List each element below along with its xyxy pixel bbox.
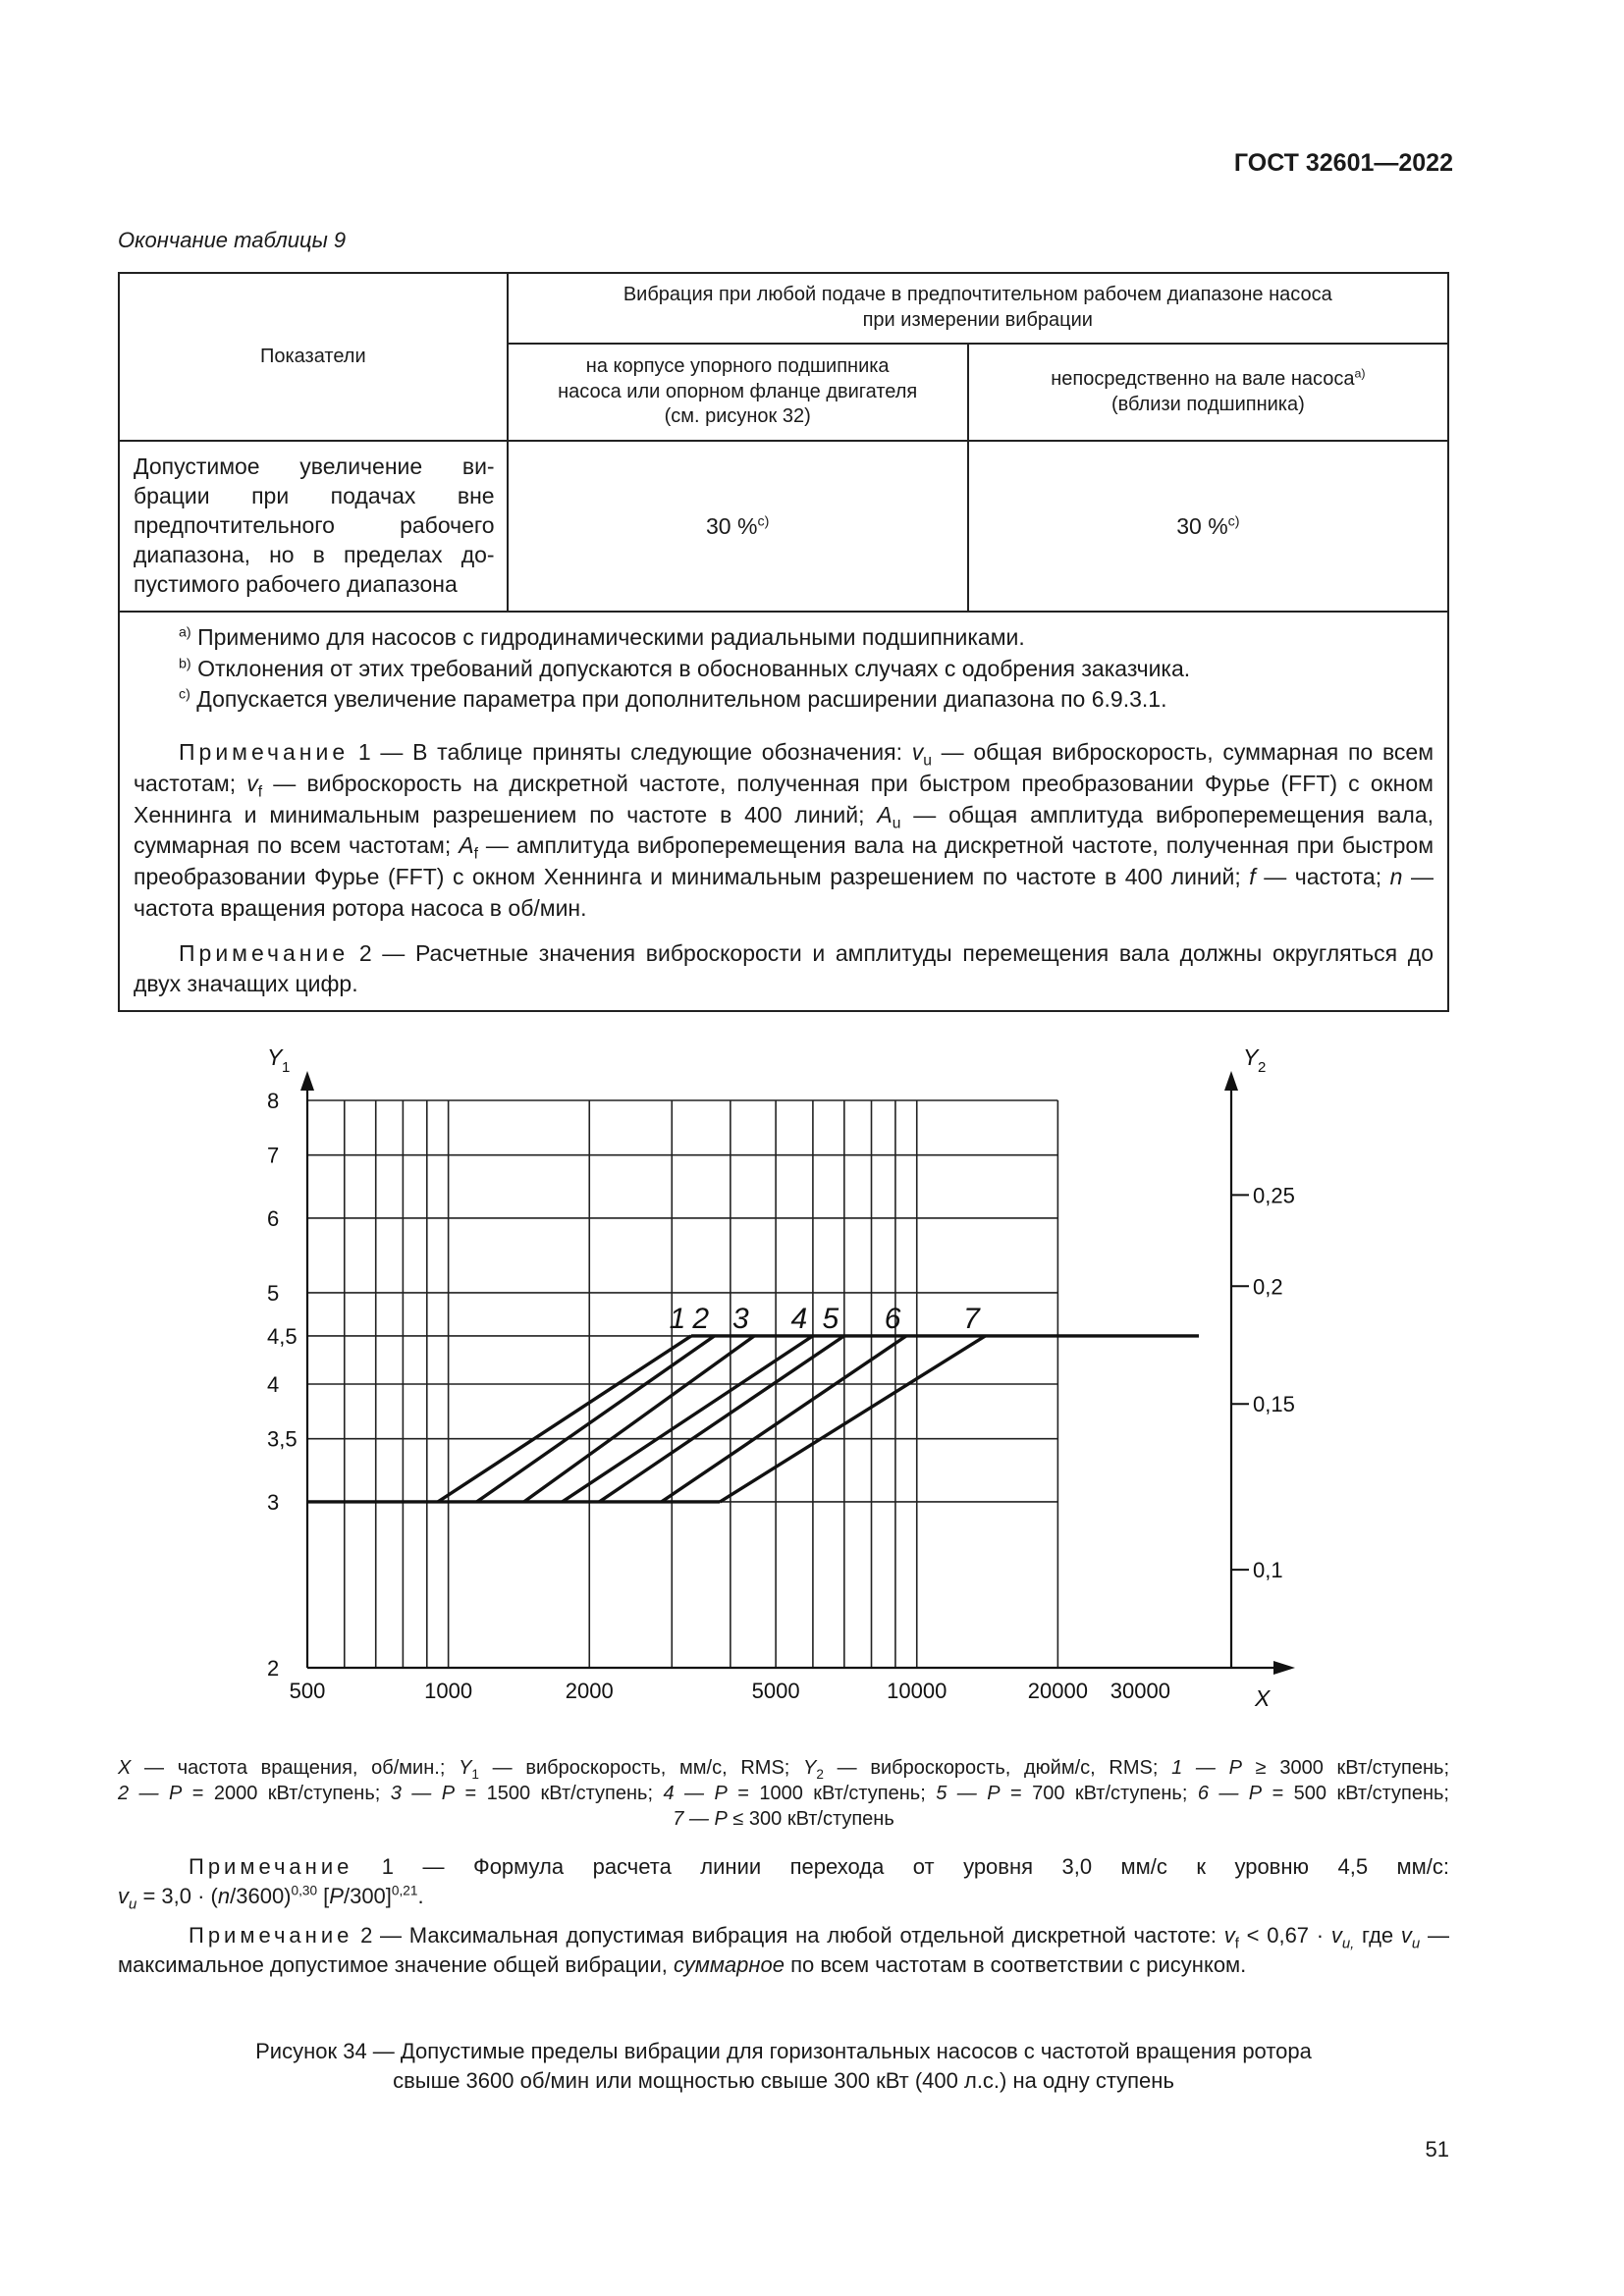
- table-9: [118, 272, 1449, 1012]
- y1-tick-label: 8: [267, 1089, 280, 1113]
- y2-axis-label: Y: [1243, 1044, 1259, 1070]
- figure-caption: Рисунок 34 — Допустимые пределы вибрации для горизонтальных насосов с частотой вращения ротора свыше 3600 об/мин или мощностью свыше 300 кВт (400 л.с.) на одну ступень: [255, 2039, 1312, 2094]
- series-line-2: [477, 1336, 715, 1502]
- footnote-a: $^{a)}$ Применимо для насосов с гидродинамическими радиальными подшипниками.: [179, 624, 1025, 650]
- y1-tick-label: 2: [267, 1656, 280, 1681]
- x-axis-arrow: [1273, 1661, 1295, 1675]
- row-value-housing: 30 %$^{c)}$: [508, 441, 968, 612]
- series-line-1: [438, 1336, 691, 1502]
- figure-legend: X — частота вращения, об/мин.; $Y_1$ — виброскорость, мм/с, RMS; $Y_2$ — виброскорость, дюйм/с, RMS; 1 — P ≥ 3000 кВт/ступень; 2 — P = 2000 кВт/ступень; 3 — P = 1500 кВт/ступень; 4 — P = 1000 кВт/ступень; 5 — P = 700 кВт/ступень; 6 — P = 500 кВт/ступень; 7 — P ≤ 300 кВт/ступень: [118, 1757, 1450, 1830]
- series-label-2: 2: [692, 1302, 710, 1335]
- series-label-4: 4: [790, 1302, 808, 1335]
- row-label: Допустимое увеличение ви- брации при подачах вне предпочтительного рабочего диапазона, но в пределах до- пустимого рабочего диапазона: [119, 441, 508, 612]
- table-footnotes: [119, 612, 1448, 1011]
- y1-axis-label: Y: [267, 1044, 283, 1070]
- header-bearing-housing: на корпусе упорного подшипника насоса или опорном фланце двигателя (см. рисунок 32): [508, 344, 968, 441]
- x-tick-label: 30000: [1110, 1679, 1170, 1703]
- y1-tick-label: 6: [267, 1205, 280, 1231]
- y1-axis-arrow: [300, 1071, 314, 1091]
- x-tick-label: 2000: [565, 1679, 614, 1703]
- x-axis-label: X: [1255, 1685, 1271, 1711]
- header-indicators: Показатели: [119, 273, 508, 441]
- table-note-2: Примечание 2 — Расчетные значения виброскорости и амплитуды перемещения вала должны округляться до двух значащих цифр.: [134, 939, 1434, 997]
- y1-tick-label: 5: [267, 1280, 280, 1306]
- x-tick-label: 500: [289, 1679, 326, 1703]
- page-number: 51: [1425, 2137, 1449, 2162]
- y1-tick-label: 4,5: [267, 1323, 298, 1349]
- header-shaft: непосредственно на вале насоса$^{a)}$ (вблизи подшипника): [968, 344, 1448, 441]
- series-line-6: [662, 1336, 906, 1502]
- y1-tick-label: 3,5: [267, 1426, 298, 1452]
- y1-tick-label: 7: [267, 1143, 280, 1168]
- table-note-1: Примечание 1 — В таблице приняты следующие обозначения: $v_u$ — общая виброскорость, суммарная по всем частотам; $v_f$ — виброскорость на дискретной частоте, полученная при быстром преобразовании Фурье (FFT) с окном Хеннинга и минимальным разрешением по частоте в 400 линий; $A_u$ — общая амплитуда виброперемещения вала, суммарная по всем частотам; $A_f$ — амплитуда виброперемещения вала на дискретной частоте, полученная при быстром преобразовании Фурье (FFT) с окном Хеннинга и минимальным разрешением по частоте в 400 линий; f — частота; n — частота вращения ротора насоса в об/мин.: [134, 739, 1435, 921]
- series-label-5: 5: [822, 1302, 839, 1335]
- header-vibration-group: Вибрация при любой подаче в предпочтительном рабочем диапазоне насоса при измерении вибрации: [508, 273, 1448, 344]
- y2-tick-label: 0,2: [1253, 1274, 1283, 1300]
- y2-axis-label-sub: 2: [1258, 1059, 1267, 1076]
- series-label-6: 6: [884, 1302, 901, 1335]
- y2-tick-label: 0,25: [1253, 1183, 1295, 1208]
- series-line-7: [720, 1336, 985, 1502]
- series-label-7: 7: [963, 1302, 980, 1335]
- vibration-chart: [0, 1021, 1624, 1728]
- x-tick-label: 1000: [424, 1679, 473, 1703]
- y2-tick-label: 0,15: [1253, 1392, 1295, 1417]
- series-label-1: 1: [669, 1302, 686, 1335]
- y1-tick-label: 4: [267, 1372, 280, 1397]
- document-code: ГОСТ 32601—2022: [1233, 149, 1453, 177]
- y2-tick-label: 0,1: [1253, 1558, 1283, 1583]
- x-tick-label: 5000: [751, 1679, 800, 1703]
- y2-axis-arrow: [1224, 1071, 1238, 1091]
- y1-tick-label: 3: [267, 1489, 280, 1515]
- footnote-c: $^{c)}$ Допускается увеличение параметра при дополнительном расширении диапазона по 6.9.3.1.: [179, 686, 1167, 713]
- table-caption: Окончание таблицы 9: [118, 228, 347, 252]
- row-value-shaft: 30 %$^{c)}$: [968, 441, 1448, 612]
- footnote-b: $^{b)}$ Отклонения от этих требований допускаются в обоснованных случаях с одобрения заказчика.: [179, 655, 1191, 681]
- x-tick-label: 20000: [1027, 1679, 1088, 1703]
- series-label-3: 3: [731, 1302, 749, 1335]
- figure-note-1: Примечание 1 — Формула расчета линии перехода от уровня 3,0 мм/с к уровню 4,5 мм/с: $v_u = 3,0 \cdot (n/3600)^{0,30}$ $[P/300]^{0,21}$.: [118, 1854, 1449, 1913]
- figure-note-2: Примечание 2 — Максимальная допустимая вибрация на любой отдельной дискретной частоте: $v_f < 0,67 \cdot v_{u,}$ где $v_u$ — максимальное допустимое значение общей вибрации, суммарное по всем частотам в соответствии с рисунком.: [118, 1923, 1449, 1978]
- x-tick-label: 10000: [887, 1679, 947, 1703]
- y1-axis-label-sub: 1: [282, 1059, 291, 1076]
